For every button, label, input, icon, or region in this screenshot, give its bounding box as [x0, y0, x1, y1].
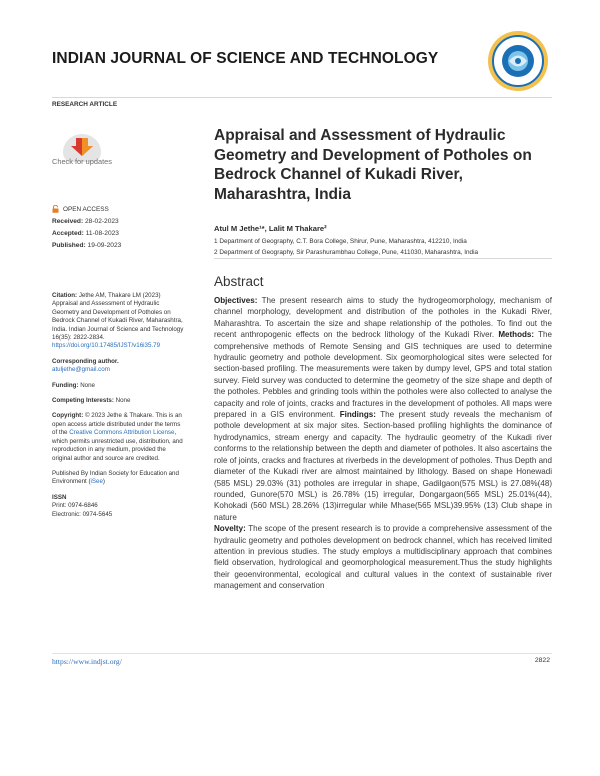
journal-title: INDIAN JOURNAL OF SCIENCE AND TECHNOLOGY [52, 50, 439, 67]
affiliation-1: 1 Department of Geography, C.T. Bora College, Shirur, Pune, Maharashtra, 412210, India [214, 238, 467, 245]
competing-interests [52, 397, 184, 405]
publisher-text: Published By Indian Society for Education and Environment ( [52, 469, 179, 486]
methods-label: Methods: [498, 330, 535, 340]
published-date: 19-09-2023 [87, 242, 122, 250]
isee-link[interactable]: iSee [90, 478, 103, 486]
footer-url-link[interactable]: https://www.indjst.org/ [52, 657, 122, 666]
copyright-tail: , which permits unrestricted use, distribution, and reproduction in any medium, provided the original author and source are credited. [52, 429, 183, 462]
funding-label: Funding: [52, 381, 79, 389]
article-dates [52, 216, 121, 253]
abstract-heading: Abstract [214, 274, 264, 289]
accepted-label: Accepted: [52, 230, 84, 238]
findings-label: Findings: [339, 410, 376, 420]
footer-divider [52, 653, 552, 654]
affiliation-2: 2 Department of Geography, Sir Parashurambhau College, Pune, 411030, Maharashtra, India [214, 248, 479, 256]
print-issn: Print: 0974-6846 [52, 502, 98, 510]
copyright-label: Copyright: [52, 412, 84, 420]
accepted-date: 11-08-2023 [85, 230, 119, 238]
email-link[interactable]: atuljethe@gmail.com [52, 366, 110, 374]
citation-text: Jethe AM, Thakare LM (2023) Appraisal and Assessment of Hydraulic Geometry and Development of Potholes on Bedrock Channel of Kukadi River, Maharashtra, India. Indian Journal of Science and Technology 16(35): 2822-2834. [52, 292, 184, 342]
open-lock-icon [52, 205, 59, 213]
competing-label: Competing Interests: [52, 397, 114, 405]
objectives-label: Objectives: [214, 296, 258, 305]
article-title: Appraisal and Assessment of Hydraulic Geometry and Development of Potholes on Bedrock Channel of Kukadi River, Maharashtra, India [214, 127, 532, 203]
doi-link[interactable]: https://doi.org/10.17485/IJST/v16i35.79 [52, 342, 161, 350]
citation-label: Citation: [52, 292, 78, 299]
article-sidebar [52, 292, 184, 526]
issn [52, 494, 184, 519]
objectives-text: The present research aims to study the hydrogeomorphology, mechanism of channel morphology, development and distribution of the potholes in the Kukadi River, Maharashtra. To ascertain the size and shape relationship of the potholes. To find out the recent anthropogenic effects on the bedrock lithology of the Kukadi River. [214, 296, 552, 340]
abstract-body [214, 295, 552, 592]
author-divider [214, 258, 552, 259]
published-label: Published: [52, 242, 86, 250]
journal-logo-icon [487, 30, 549, 92]
copyright [52, 412, 184, 462]
methods-text: The comprehensive methods of Remote Sensing and GIS techniques are used to determine hydraulic geometry and pothole development. Six geomorphological sites were selected for section-based profiling. The measurements were taken by dumpy level, GPS and total station survey. Field survey was conducted to determine the geometry of the size shape and depth of the potholes. Pebbles and grinding tools within the potholes were also collected to analyse the capacity and role of joints, cracks and fractures in the development of potholes. All maps were prepared in a GIS environment. [214, 330, 552, 420]
citation [52, 292, 184, 351]
page-number: 2822 [534, 657, 550, 664]
open-access-label: OPEN ACCESS [63, 205, 109, 213]
authors: Atul M Jethe¹*, Lalit M Thakare² [214, 224, 327, 233]
license-link[interactable]: Creative Commons Attribution License [69, 429, 175, 437]
received-label: Received: [52, 218, 84, 225]
publisher [52, 470, 184, 487]
header-divider [52, 97, 552, 98]
article-type: RESEARCH ARTICLE [52, 101, 118, 108]
funding [52, 382, 184, 390]
competing-value: None [115, 397, 131, 405]
open-access-badge [52, 205, 109, 213]
check-for-updates-label[interactable]: Check for updates [52, 157, 112, 166]
publisher-tail: ) [102, 478, 105, 486]
funding-value: None [80, 381, 95, 389]
findings-text: The present study reveals the mechanism of pothole development at six major sites. Section-based profiling highlights the dominance of hydrodynamics, stream energy and capacity. The hydraulic geometry of the Kukadi river conforms to the relationship between the depth and diameter of potholes. It also ascertains the role of joints, cracks and fractures at riverbeds in the development of potholes. Thus Depth and diameter of the Kukadi river are almost maintained by lithology. Based on shape Honewadi (585 MSL) 29.03% (31) potholes are irregular in shape, Gadilgaon(575 MSL) is 27.08%(48) rounded, Gunore(570 MSL) is 26.78% (15) irregular, Dongargaon(565 MSL) 25.01%(44), Kohokadi (560 MSL) 28.26% (13)irregular while Mhase(565 MSL)39.95% (13) Club shape in nature [214, 410, 553, 522]
copyright-text: © 2023 Jethe & Thakare. This is an open access article distributed under the terms of the [52, 412, 182, 437]
corresponding-author [52, 358, 184, 375]
corresponding-label: Corresponding author. [52, 357, 119, 365]
received-date: 28-02-2023 [85, 218, 119, 225]
issn-label: ISSN [52, 493, 67, 501]
novelty-label: Novelty: [214, 524, 246, 534]
novelty-text: The scope of the present research is to provide a comprehensive assessment of the hydraulic geometry and potholes development on bedrock channel, which has received limited attention in previous studies. The study employs a multidisciplinary approach that combines field observation, hydrological and geomorphological measurement.Thus the study highlights their geoenvironmental, ecological and cultural values in the context of sustainable river management and conservation [214, 524, 552, 591]
affiliations [214, 237, 478, 258]
electronic-issn: Electronic: 0974-5645 [52, 510, 113, 518]
